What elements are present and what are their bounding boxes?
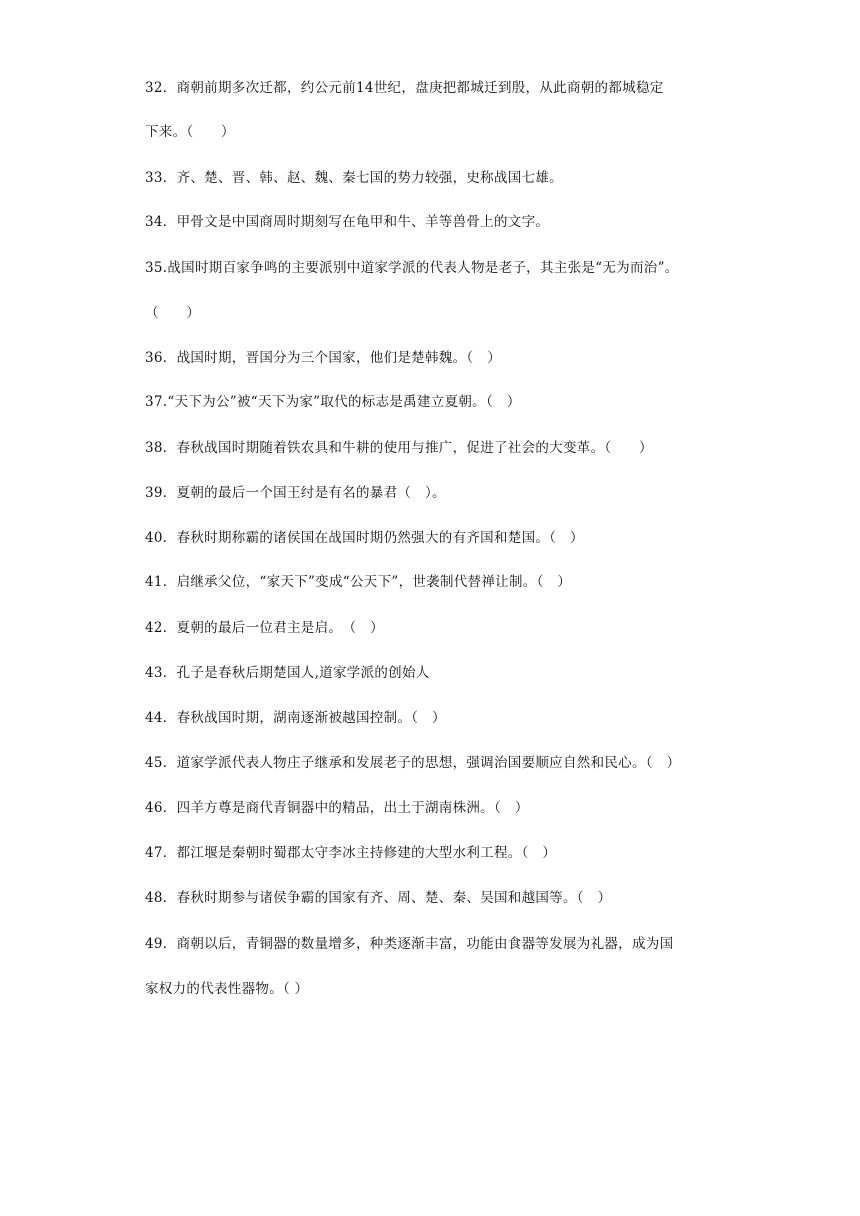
question-35-line-2: （ ） [145,305,201,321]
question-41: 41．启继承父位，“家天下”变成“公天下”，世袭制代替禅让制。（ ） [145,574,572,590]
question-43: 43．孔子是春秋后期楚国人,道家学派的创始人 [145,665,430,681]
question-36: 36．战国时期，晋国分为三个国家，他们是楚韩魏。（ ） [145,350,502,366]
question-32-line-2: 下来。（ ） [145,124,235,140]
question-32-line-1: 32．商朝前期多次迁都，约公元前14世纪，盘庚把都城迁到殷，从此商朝的都城稳定 [145,80,664,96]
question-45: 45．道家学派代表人物庄子继承和发展老子的思想，强调治国要顺应自然和民心。（ ） [145,755,681,771]
question-33: 33．齐、楚、晋、韩、赵、魏、秦七国的势力较强，史称战国七雄。 [145,170,563,186]
question-37: 37.“天下为公”被“天下为家”取代的标志是禹建立夏朝。（ ） [145,394,521,410]
question-40: 40．春秋时期称霸的诸侯国在战国时期仍然强大的有齐国和楚国。（ ） [145,530,584,546]
question-49-line-1: 49．商朝以后，青铜器的数量增多，种类逐渐丰富，功能由食器等发展为礼器，成为国 [145,936,674,952]
question-44: 44．春秋战国时期，湖南逐渐被越国控制。（ ） [145,710,446,726]
question-34: 34．甲骨文是中国商周时期刻写在龟甲和牛、羊等兽骨上的文字。 [145,214,550,230]
question-48: 48．春秋时期参与诸侯争霸的国家有齐、周、楚、秦、吴国和越国等。（ ） [145,890,612,906]
question-35-line-1: 35.战国时期百家争鸣的主要派别中道家学派的代表人物是老子，其主张是“无为而治”。 [145,260,679,276]
question-49-line-2: 家权力的代表性器物。（ ） [145,981,309,997]
question-47: 47．都江堰是秦朝时蜀郡太守李冰主持修建的大型水利工程。（ ） [145,845,557,861]
question-39: 39．夏朝的最后一个国王纣是有名的暴君（ ）。 [145,485,446,501]
question-46: 46．四羊方尊是商代青铜器中的精品，出土于湖南株洲。（ ） [145,800,529,816]
question-38: 38．春秋战国时期随着铁农具和牛耕的使用与推广，促进了社会的大变革。（ ） [145,440,653,456]
question-42: 42．夏朝的最后一位君主是启。 （ ） [145,620,384,636]
